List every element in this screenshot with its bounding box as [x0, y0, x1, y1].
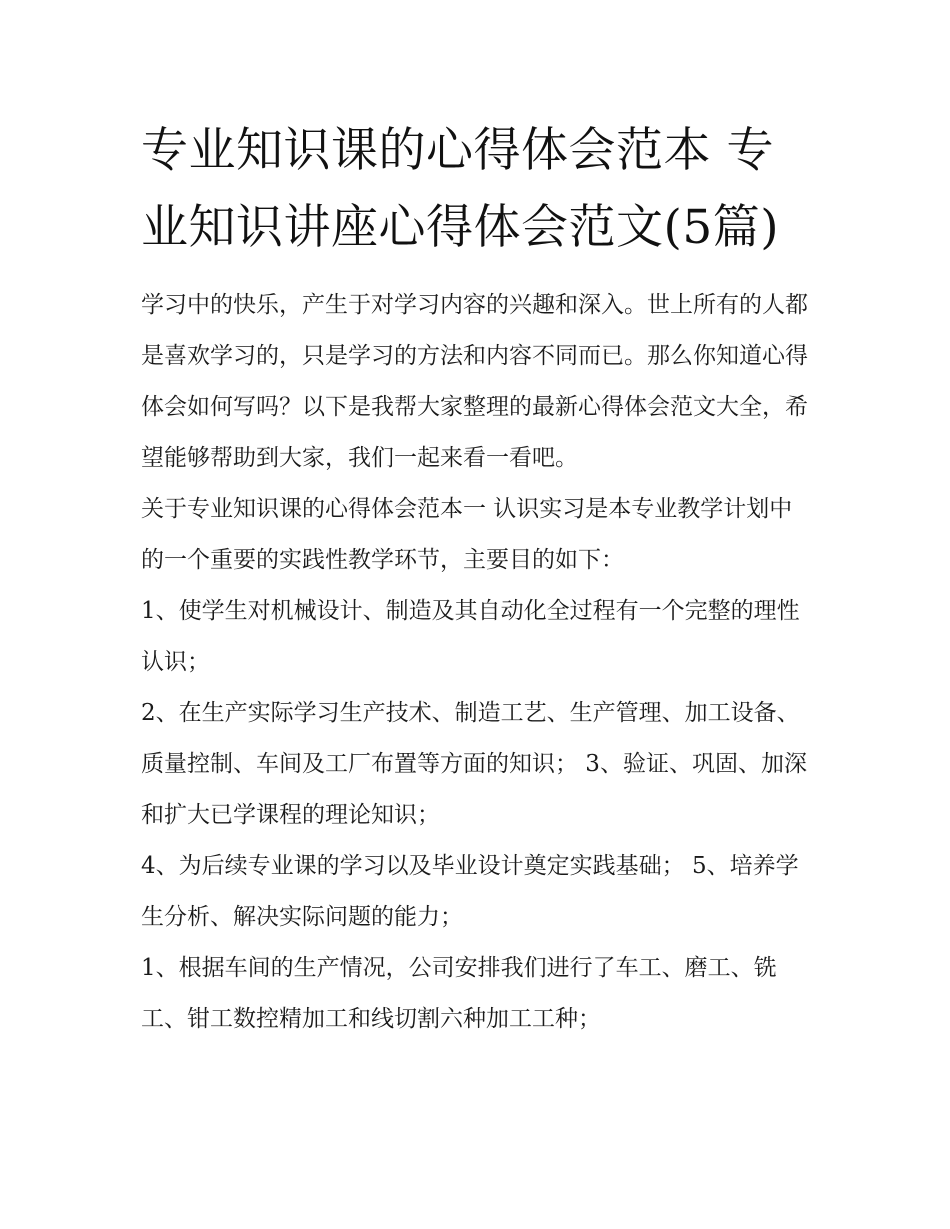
- document-page: [141, 112, 813, 1045]
- document-title: 专业知识课的心得体会范本 专业知识讲座心得体会范文(5篇): [141, 123, 780, 255]
- work-item-1: 1、根据车间的生产情况，公司安排我们进行了车工、磨工、铣工、钳工数控精加工和线切割六种加工工种；: [141, 955, 777, 1032]
- section-one-paragraph: 关于专业知识课的心得体会范本一 认识实习是本专业教学计划中的一个重要的实践性教学环节，主要目的如下：: [141, 496, 793, 573]
- intro-paragraph: 学习中的快乐，产生于对学习内容的兴趣和深入。世上所有的人都是喜欢学习的，只是学习的方法和内容不同而已。那么你知道心得体会如何写吗？以下是我帮大家整理的最新心得体会范文大全，希望能够帮助到大家，我们一起来看一看吧。: [141, 292, 808, 471]
- purpose-item-1: 1、使学生对机械设计、制造及其自动化全过程有一个完整的理性认识；: [141, 598, 800, 675]
- purpose-item-4-5: 4、为后续专业课的学习以及毕业设计奠定实践基础； 5、培养学生分析、解决实际问题的能力；: [141, 853, 799, 930]
- purpose-item-2-3: 2、在生产实际学习生产技术、制造工艺、生产管理、加工设备、质量控制、车间及工厂布置等方面的知识； 3、验证、巩固、加深和扩大已学课程的理论知识；: [141, 700, 807, 828]
